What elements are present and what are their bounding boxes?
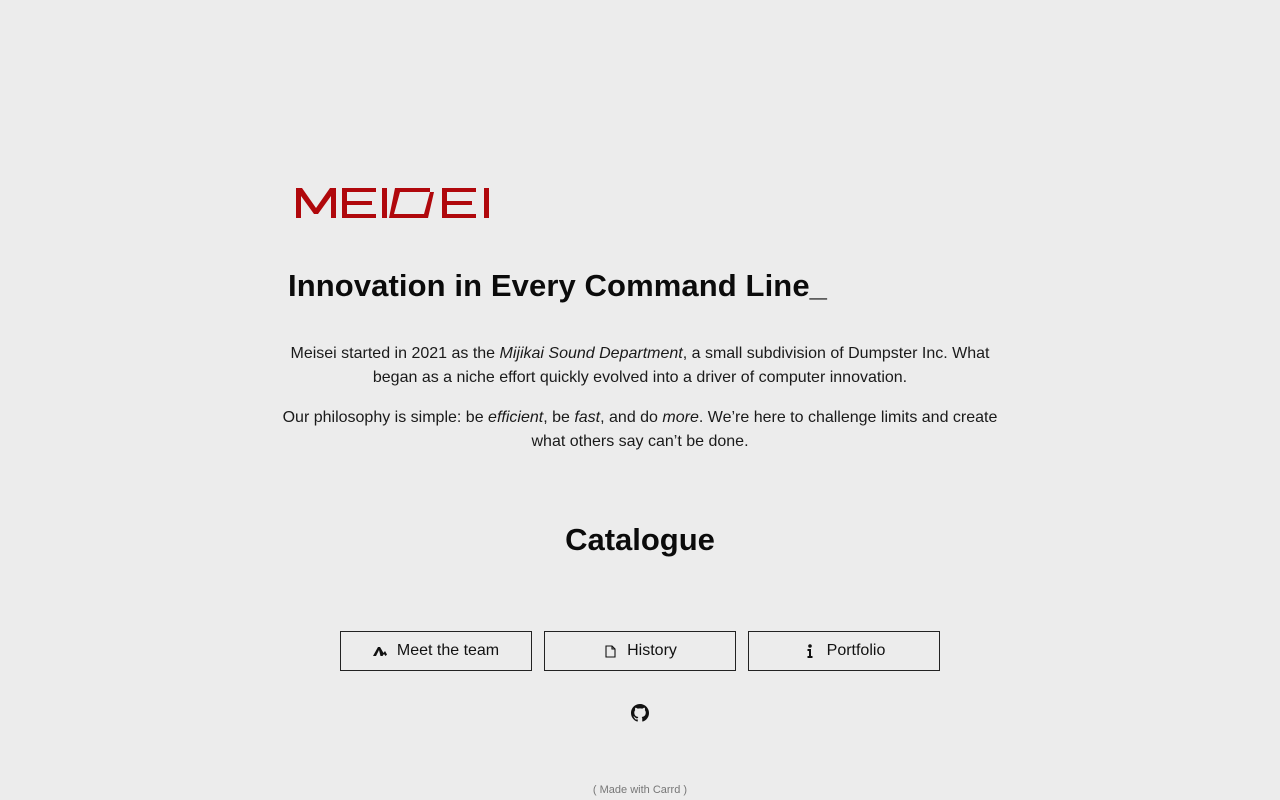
intro-paragraph-2 xyxy=(280,406,1000,454)
made-with-carrd[interactable]: ( Made with Carrd ) xyxy=(592,784,688,796)
portfolio-button[interactable] xyxy=(748,631,940,671)
intro-text-segment: , a small subdivision of Dumpster Inc. What began as a niche effort quickly evolved into a driver of computer innovation. xyxy=(372,345,990,386)
catalogue-buttons xyxy=(340,631,940,671)
intro-text-segment: . We’re here to challenge limits and create what others say can’t be done. xyxy=(531,409,998,450)
intro-paragraph-1 xyxy=(280,342,1000,390)
meet-the-team-label: Meet the team xyxy=(396,642,500,659)
portfolio-label: Portfolio xyxy=(826,642,886,659)
intro-text xyxy=(280,342,1000,470)
intro-emphasis: efficient xyxy=(488,409,544,426)
intro-text-segment: , be xyxy=(543,409,575,426)
github-icon[interactable] xyxy=(631,704,649,722)
catalogue-title: Catalogue xyxy=(565,522,715,557)
intro-emphasis: Mijikai Sound Department xyxy=(499,345,683,362)
info-icon xyxy=(803,644,817,658)
intro-emphasis: more xyxy=(662,409,699,426)
meet-the-team-button[interactable] xyxy=(340,631,532,671)
history-button[interactable] xyxy=(544,631,736,671)
meisei-logo xyxy=(296,186,530,220)
meisei-logo-graphic xyxy=(296,186,530,220)
triangle-logo-icon xyxy=(373,644,387,658)
history-label: History xyxy=(627,642,677,659)
intro-text-segment: Our philosophy is simple: be xyxy=(282,409,489,426)
headline: Innovation in Every Command Line_ xyxy=(288,268,828,303)
intro-text-segment: , and do xyxy=(600,409,663,426)
intro-text-segment: Meisei started in 2021 as the xyxy=(290,345,500,362)
document-icon xyxy=(603,644,617,658)
intro-emphasis: fast xyxy=(574,409,601,426)
